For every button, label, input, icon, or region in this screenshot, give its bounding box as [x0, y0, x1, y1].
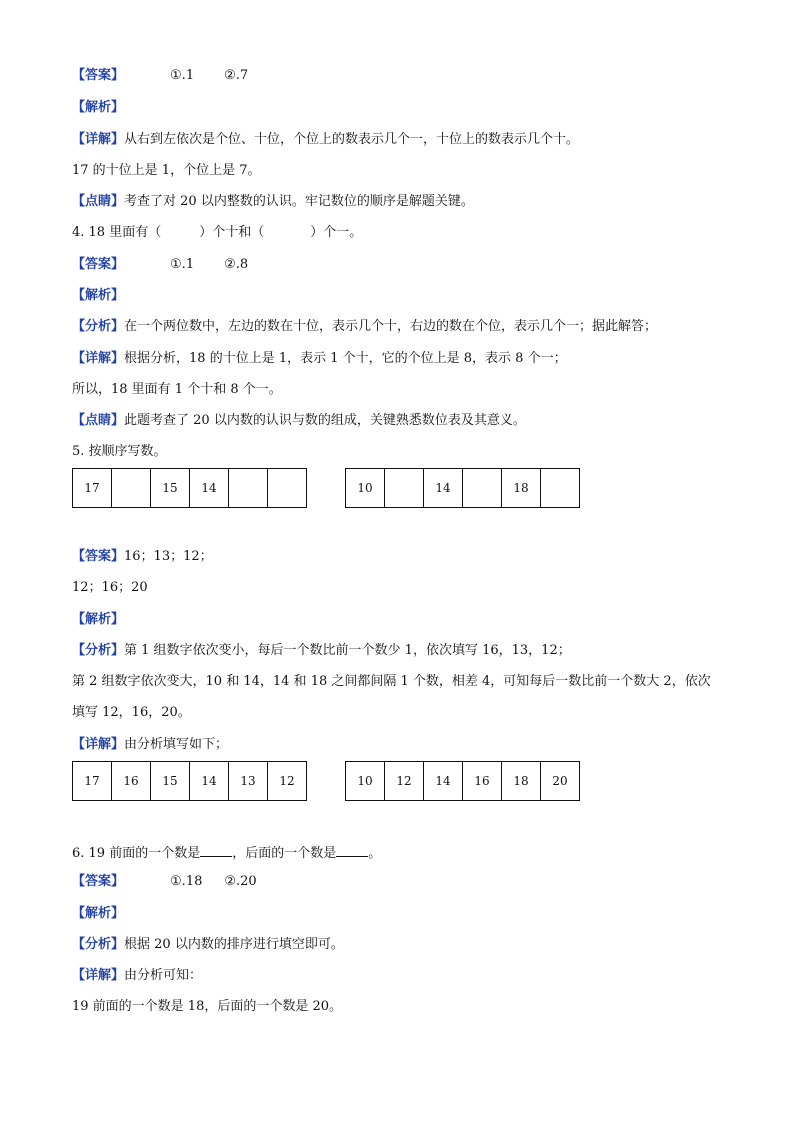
detail-tag: 【详解】 — [72, 968, 125, 983]
q4-detail-text: 根据分析，18 的十位上是 1，表示 1 个十，它的个位上是 8，表示 8 个一； — [124, 351, 567, 366]
grid-cell: 17 — [73, 469, 112, 508]
circle-one-icon: ①. — [170, 68, 186, 83]
grid-cell: 14 — [424, 762, 463, 801]
q6-fenxi — [72, 936, 344, 954]
grid-cell: 15 — [151, 762, 190, 801]
q6-detail — [72, 967, 202, 985]
q3-detail-line2: 17 的十位上是 1，个位上是 7。 — [72, 163, 261, 178]
grid-cell: 14 — [424, 469, 463, 508]
q6-answer-line — [72, 873, 257, 891]
grid-cell[interactable] — [112, 469, 151, 508]
answer-tag: 【答案】 — [72, 68, 125, 83]
grid-cell[interactable] — [385, 469, 424, 508]
circle-one-icon: ①. — [170, 257, 186, 272]
q5-answer-text: 16；13；12； — [124, 549, 213, 564]
q5-grid-2 — [345, 468, 580, 508]
q5-fenxi — [72, 642, 571, 660]
grid-cell: 12 — [268, 762, 307, 801]
answer-tag: 【答案】 — [72, 549, 125, 564]
answer-value-2: 8 — [239, 257, 249, 272]
q3-detail-text: 从右到左依次是个位、十位，个位上的数表示几个一，十位上的数表示几个十。 — [124, 132, 580, 147]
grid-cell: 14 — [190, 762, 229, 801]
q6-detail-line2: 19 前面的一个数是 18，后面的一个数是 20。 — [72, 999, 343, 1014]
grid-cell: 14 — [190, 469, 229, 508]
q5-answer-line2: 12；16；20 — [72, 580, 148, 595]
q4-answer-line — [72, 256, 248, 274]
q3-note — [72, 193, 474, 211]
answer-value-1: 1 — [185, 257, 195, 272]
q5-fenxi-line2: 第 2 组数字依次变大，10 和 14，14 和 18 之间都间隔 1 个数，相差 4，可知每后一数比前一个数大 2，依次 — [72, 674, 711, 689]
q6-question-part-c: 。 — [368, 846, 382, 861]
answer-value-2: 7 — [239, 68, 249, 83]
q6-question-part-b: ，后面的一个数是 — [232, 846, 337, 861]
grid-cell: 12 — [385, 762, 424, 801]
q4-question-part-b: ）个十和（ — [199, 225, 265, 240]
answer-value-1: 18 — [185, 874, 203, 889]
q3-detail — [72, 131, 579, 149]
q6-detail-text: 由分析可知： — [124, 968, 203, 983]
grid-cell: 18 — [502, 469, 541, 508]
grid-cell: 16 — [112, 762, 151, 801]
grid-cell: 13 — [229, 762, 268, 801]
answer-tag: 【答案】 — [72, 257, 125, 272]
q4-detail — [72, 350, 567, 368]
fenxi-tag: 【分析】 — [72, 319, 125, 334]
q5-fenxi-text: 第 1 组数字依次变小，每后一个数比前一个数少 1，依次填写 16，13，12； — [124, 643, 571, 658]
grid-cell: 10 — [346, 762, 385, 801]
q4-fenxi — [72, 318, 657, 336]
detail-tag: 【详解】 — [72, 132, 125, 147]
circle-one-icon: ①. — [170, 874, 186, 889]
grid-cell: 16 — [463, 762, 502, 801]
q5-answer-line — [72, 548, 213, 566]
q6-question — [72, 842, 381, 863]
answer-tag: 【答案】 — [72, 874, 125, 889]
q5-question: 5. 按顺序写数。 — [72, 444, 167, 459]
note-tag: 【点睛】 — [72, 194, 125, 209]
fenxi-tag: 【分析】 — [72, 643, 125, 658]
detail-tag: 【详解】 — [72, 351, 125, 366]
grid-cell: 18 — [502, 762, 541, 801]
q5-detail — [72, 736, 228, 754]
q4-question-part-a: 4. 18 里面有（ — [72, 225, 162, 240]
q5-fenxi-line3: 填写 12，16，20。 — [72, 705, 191, 720]
analysis-tag: 【解析】 — [72, 612, 125, 627]
q4-note-text: 此题考查了 20 以内数的认识与数的组成，关键熟悉数位表及其意义。 — [124, 413, 526, 428]
circle-two-icon: ②. — [224, 874, 241, 889]
q4-note — [72, 412, 526, 430]
q4-detail-line2: 所以，18 里面有 1 个十和 8 个一。 — [72, 382, 282, 397]
q5-answer-grid-1 — [72, 761, 307, 801]
q6-blank-1[interactable] — [200, 842, 232, 857]
q3-answer-line — [72, 67, 248, 85]
analysis-tag: 【解析】 — [72, 288, 125, 303]
q3-note-text: 考查了对 20 以内整数的认识。牢记数位的顺序是解题关键。 — [124, 194, 474, 209]
grid-cell[interactable] — [268, 469, 307, 508]
grid-cell: 10 — [346, 469, 385, 508]
grid-cell: 15 — [151, 469, 190, 508]
q4-fenxi-text: 在一个两位数中，左边的数在十位，表示几个十，右边的数在个位，表示几个一；据此解答； — [124, 319, 658, 334]
q5-answer-grid-2 — [345, 761, 580, 801]
grid-cell: 17 — [73, 762, 112, 801]
q6-fenxi-text: 根据 20 以内数的排序进行填空即可。 — [124, 937, 344, 952]
q6-question-part-a: 6. 19 前面的一个数是 — [72, 846, 201, 861]
q4-question — [72, 224, 362, 242]
circle-two-icon: ②. — [224, 68, 240, 83]
grid-cell[interactable] — [463, 469, 502, 508]
q5-grid-1 — [72, 468, 307, 508]
detail-tag: 【详解】 — [72, 737, 125, 752]
grid-cell: 20 — [541, 762, 580, 801]
circle-two-icon: ②. — [224, 257, 240, 272]
q4-question-part-c: ）个一。 — [310, 225, 363, 240]
answer-value-1: 1 — [185, 68, 195, 83]
note-tag: 【点睛】 — [72, 413, 125, 428]
analysis-tag: 【解析】 — [72, 100, 125, 115]
q5-detail-text: 由分析填写如下； — [124, 737, 229, 752]
analysis-tag: 【解析】 — [72, 906, 125, 921]
fenxi-tag: 【分析】 — [72, 937, 125, 952]
q6-blank-2[interactable] — [336, 842, 368, 857]
grid-cell[interactable] — [541, 469, 580, 508]
grid-cell[interactable] — [229, 469, 268, 508]
answer-value-2: 20 — [240, 874, 257, 889]
